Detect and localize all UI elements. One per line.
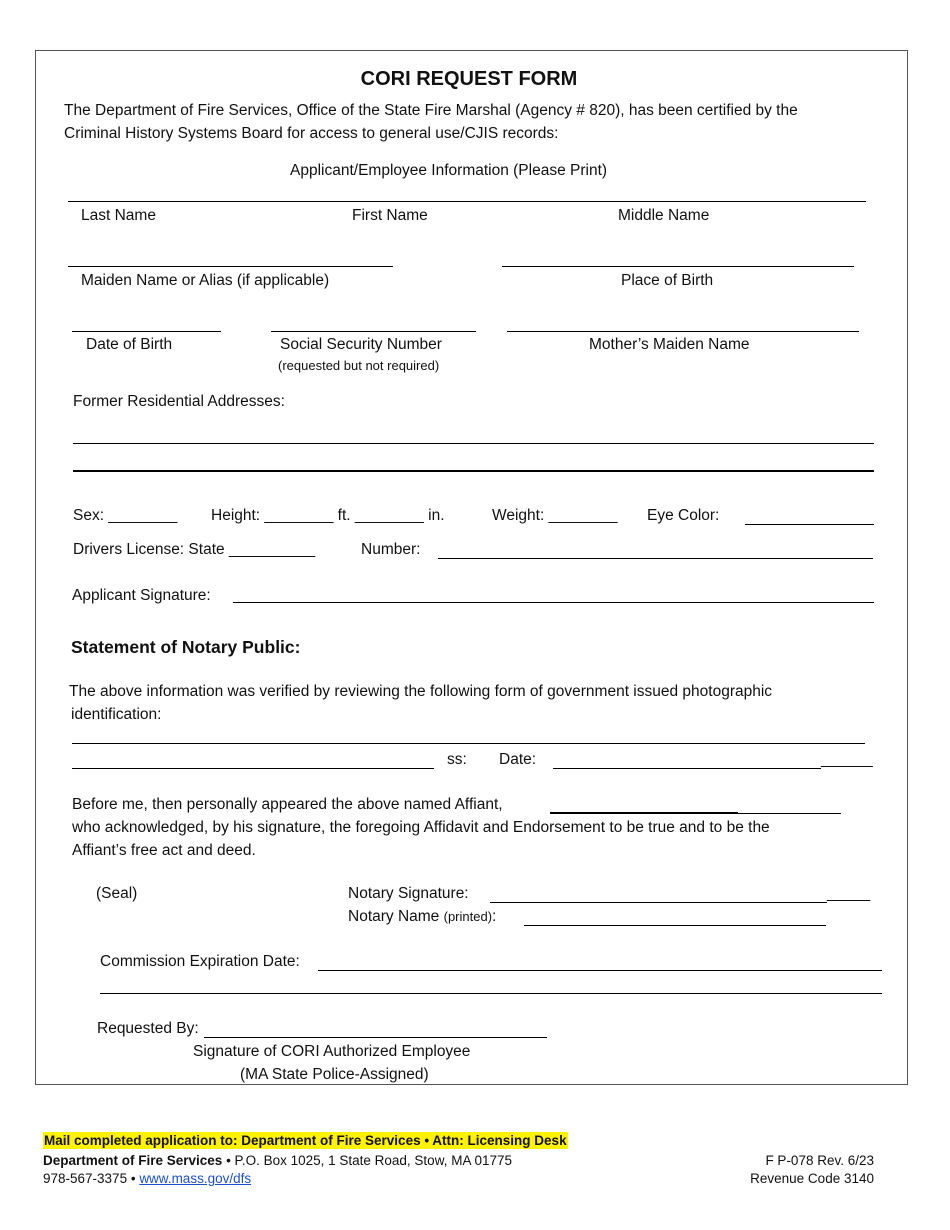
notary-signature-tail: _____ (827, 885, 871, 902)
mail-notice-text: Mail completed application to: Department of Fire Services • Attn: Licensing Desk (44, 1133, 567, 1148)
drivers-license-number-input-line[interactable] (438, 558, 873, 559)
mothers-maiden-name-input-line[interactable] (507, 331, 859, 332)
place-of-birth-input-line[interactable] (502, 266, 854, 267)
notary-name-text: Notary Name (348, 908, 440, 925)
mothers-maiden-name-label: Mother’s Maiden Name (589, 336, 750, 353)
middle-name-label: Middle Name (618, 207, 710, 224)
maiden-name-label: Maiden Name or Alias (if applicable) (81, 272, 330, 289)
affiant-name-input-line-bold[interactable] (550, 812, 738, 814)
date-input-line[interactable] (553, 768, 821, 769)
ssn-input-line[interactable] (271, 331, 476, 332)
notary-name-printed: (printed) (443, 909, 493, 924)
place-of-birth-label: Place of Birth (621, 272, 714, 289)
requested-by-label: Requested By: (97, 1020, 199, 1037)
seal-label: (Seal) (96, 885, 138, 902)
weight-field[interactable]: Weight: ________ (492, 507, 618, 524)
ss-label: ss: (447, 751, 467, 768)
section-label: Applicant/Employee Information (Please Print) (290, 162, 608, 179)
former-addresses-label: Former Residential Addresses: (73, 393, 285, 410)
first-name-label: First Name (352, 207, 428, 224)
eye-color-label: Eye Color: (647, 507, 720, 524)
eye-color-input-line[interactable] (745, 524, 874, 525)
footer-address (43, 1152, 512, 1169)
date-tail: ______ (821, 751, 873, 768)
notary-name-colon: : (492, 908, 497, 925)
applicant-signature-line[interactable] (233, 602, 874, 603)
footer-website-link[interactable]: www.mass.gov/dfs (139, 1171, 252, 1186)
commission-extra-line[interactable] (100, 993, 882, 994)
affiant-name-input-line[interactable] (738, 813, 841, 814)
affiant-line-3: Affiant’s free act and deed. (72, 842, 256, 859)
date-of-birth-input-line[interactable] (72, 331, 221, 332)
commission-expiration-label: Commission Expiration Date: (100, 953, 300, 970)
height-field[interactable]: Height: ________ ft. ________ in. (211, 507, 445, 524)
cori-signature-caption-2: (MA State Police-Assigned) (240, 1066, 429, 1083)
form-border (35, 50, 908, 1085)
venue-input-line[interactable] (72, 768, 434, 769)
notary-verify-line-2: identification: (71, 706, 162, 723)
ssn-note: (requested but not required) (278, 358, 440, 373)
page-title: CORI REQUEST FORM (360, 68, 578, 90)
ssn-label: Social Security Number (280, 336, 442, 353)
footer-form-number: F P-078 Rev. 6/23 (765, 1153, 874, 1168)
notary-signature-line[interactable] (490, 902, 827, 903)
identification-input-line[interactable] (72, 743, 865, 744)
former-address-line-1[interactable] (73, 443, 874, 444)
former-address-line-2[interactable] (73, 470, 874, 472)
notary-name-input-line[interactable] (524, 925, 826, 926)
footer-org-name: Department of Fire Services (43, 1153, 223, 1168)
notary-verify-line-1: The above information was verified by reviewing the following form of government issued photographic (69, 683, 773, 700)
footer-address-text: • P.O. Box 1025, 1 State Road, Stow, MA 01775 (222, 1153, 512, 1168)
sex-field[interactable]: Sex: ________ (73, 507, 178, 524)
notary-signature-label: Notary Signature: (348, 885, 469, 902)
maiden-name-input-line[interactable] (68, 266, 393, 267)
date-label: Date: (499, 751, 537, 768)
intro-line-1: The Department of Fire Services, Office of the State Fire Marshal (Agency # 820), has been certified by the (64, 102, 798, 119)
mail-notice (43, 1132, 568, 1150)
affiant-line-2: who acknowledged, by his signature, the foregoing Affidavit and Endorsement to be true and to be the (72, 819, 770, 836)
notary-name-label (348, 908, 496, 926)
cori-signature-caption-1: Signature of CORI Authorized Employee (193, 1043, 471, 1060)
requested-by-signature-line[interactable] (204, 1037, 547, 1038)
notary-heading: Statement of Notary Public: (71, 637, 301, 657)
last-name-label: Last Name (81, 207, 156, 224)
footer-contact (43, 1170, 251, 1187)
intro-line-2: Criminal History Systems Board for access to general use/CJIS records: (64, 125, 559, 142)
applicant-signature-label: Applicant Signature: (72, 587, 211, 604)
drivers-license-state-field[interactable]: Drivers License: State __________ (73, 541, 316, 558)
drivers-license-number-label: Number: (361, 541, 421, 558)
footer-phone: 978-567-3375 • (43, 1171, 140, 1186)
commission-expiration-input-line[interactable] (318, 970, 882, 971)
date-of-birth-label: Date of Birth (86, 336, 173, 353)
footer-revenue-code: Revenue Code 3140 (750, 1171, 874, 1186)
full-name-input-line[interactable] (68, 201, 866, 202)
affiant-line-1: Before me, then personally appeared the above named Affiant, (72, 796, 503, 813)
